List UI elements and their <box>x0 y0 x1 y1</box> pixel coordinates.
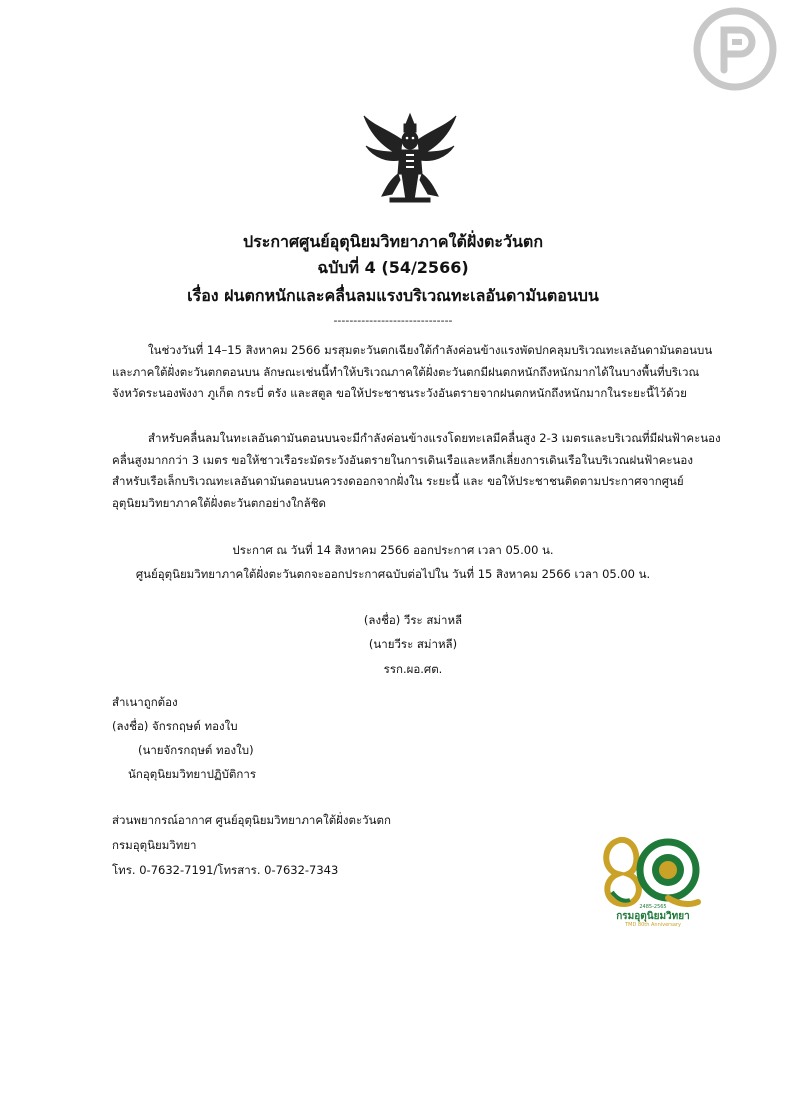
p-circle-watermark-icon <box>690 4 780 94</box>
signature-position: รรก.ผอ.ศต. <box>383 662 443 676</box>
body-paragraph-rain: ในช่วงวันที่ 14–15 สิงหาคม 2566 มรสุมตะวันตกเฉียงใต้กำลังค่อนข้างแรงพัดปกคลุมบริเวณทะเลอันดามันตอนบนและภาคใต้ฝั่งตะวันตกตอนบน ลักษณะเช่นนี้ทำให้บริเวณภาคใต้ฝั่งตะวันตกมีฝนตกหนักถึงหนักมากได้ในบางพื้นที่บริเวณจังหวัดระนองพังงา ภูเก็ต กระบี่ ตรัง และสตูล ขอให้ประชาชนระวังอันตรายจากฝนตกหนักถึงหนักมากในระยะนี้ไว้ด้วย <box>112 343 713 400</box>
subject-line: เรื่อง ฝนตกหนักและคลื่นลมแรงบริเวณทะเลอันดามันตอนบน <box>187 286 599 305</box>
announce-date: ประกาศ ณ วันที่ 14 สิงหาคม 2566 ออกประกาศ เวลา 05.00 น. <box>232 543 554 557</box>
tmd-80th-anniversary-logo <box>598 830 708 928</box>
certified-copy-label: สำเนาถูกต้อง <box>112 695 178 709</box>
tmd-logo-subtitle: TMD 80th Anniversary <box>625 922 681 928</box>
issue-number: ฉบับที่ 4 (54/2566) <box>317 258 469 277</box>
signature-signed: (ลงชื่อ) วีระ สม่าหลี <box>363 613 463 627</box>
footer-contact: โทร. 0-7632-7191/โทรสาร. 0-7632-7343 <box>112 863 339 877</box>
certified-name: (นายจักรกฤษต์ ทองใบ) <box>138 743 254 757</box>
footer-organization: กรมอุตุนิยมวิทยา <box>112 838 197 852</box>
tmd-logo-years: 2485-2565 <box>639 904 667 910</box>
garuda-emblem <box>360 110 460 206</box>
footer-department: ส่วนพยากรณ์อากาศ ศูนย์อุตุนิยมวิทยาภาคใต้ฝั่งตะวันตก <box>112 813 391 827</box>
tmd-logo-text: กรมอุตุนิยมวิทยา <box>616 911 690 922</box>
certified-signed: (ลงชื่อ) จักรกฤษต์ ทองใบ <box>112 719 238 733</box>
certified-position: นักอุตุนิยมวิทยาปฏิบัติการ <box>128 767 256 781</box>
next-announcement: ศูนย์อุตุนิยมวิทยาภาคใต้ฝั่งตะวันตกจะออกประกาศฉบับต่อไปใน วันที่ 15 สิงหาคม 2566 เวลา 05.00 น. <box>135 567 651 581</box>
announcement-title: ประกาศศูนย์อุตุนิยมวิทยาภาคใต้ฝั่งตะวันตก <box>243 232 543 251</box>
body-paragraph-waves: สำหรับคลื่นลมในทะเลอันดามันตอนบนจะมีกำลังค่อนข้างแรงโดยทะเลมีคลื่นสูง 2-3 เมตรและบริเวณที่มีฝนฟ้าคะนองคลื่นสูงมากกว่า 3 เมตร ขอให้ชาวเรือระมัดระวังอันตรายในการเดินเรือและหลีกเลี่ยงการเดินเรือในบริเวณฝนฟ้าคะนองสำหรับเรือเล็กบริเวณทะเลอันดามันตอนบนควรงดออกจากฝั่งใน ระยะนี้ และ ขอให้ประชาชนติดตามประกาศจากศูนย์อุตุนิยมวิทยาภาคใต้ฝั่งตะวันตกอย่างใกล้ชิด <box>112 431 721 510</box>
separator-line: ------------------------------ <box>333 314 453 327</box>
signature-name: (นายวีระ สม่าหลี) <box>368 637 458 651</box>
